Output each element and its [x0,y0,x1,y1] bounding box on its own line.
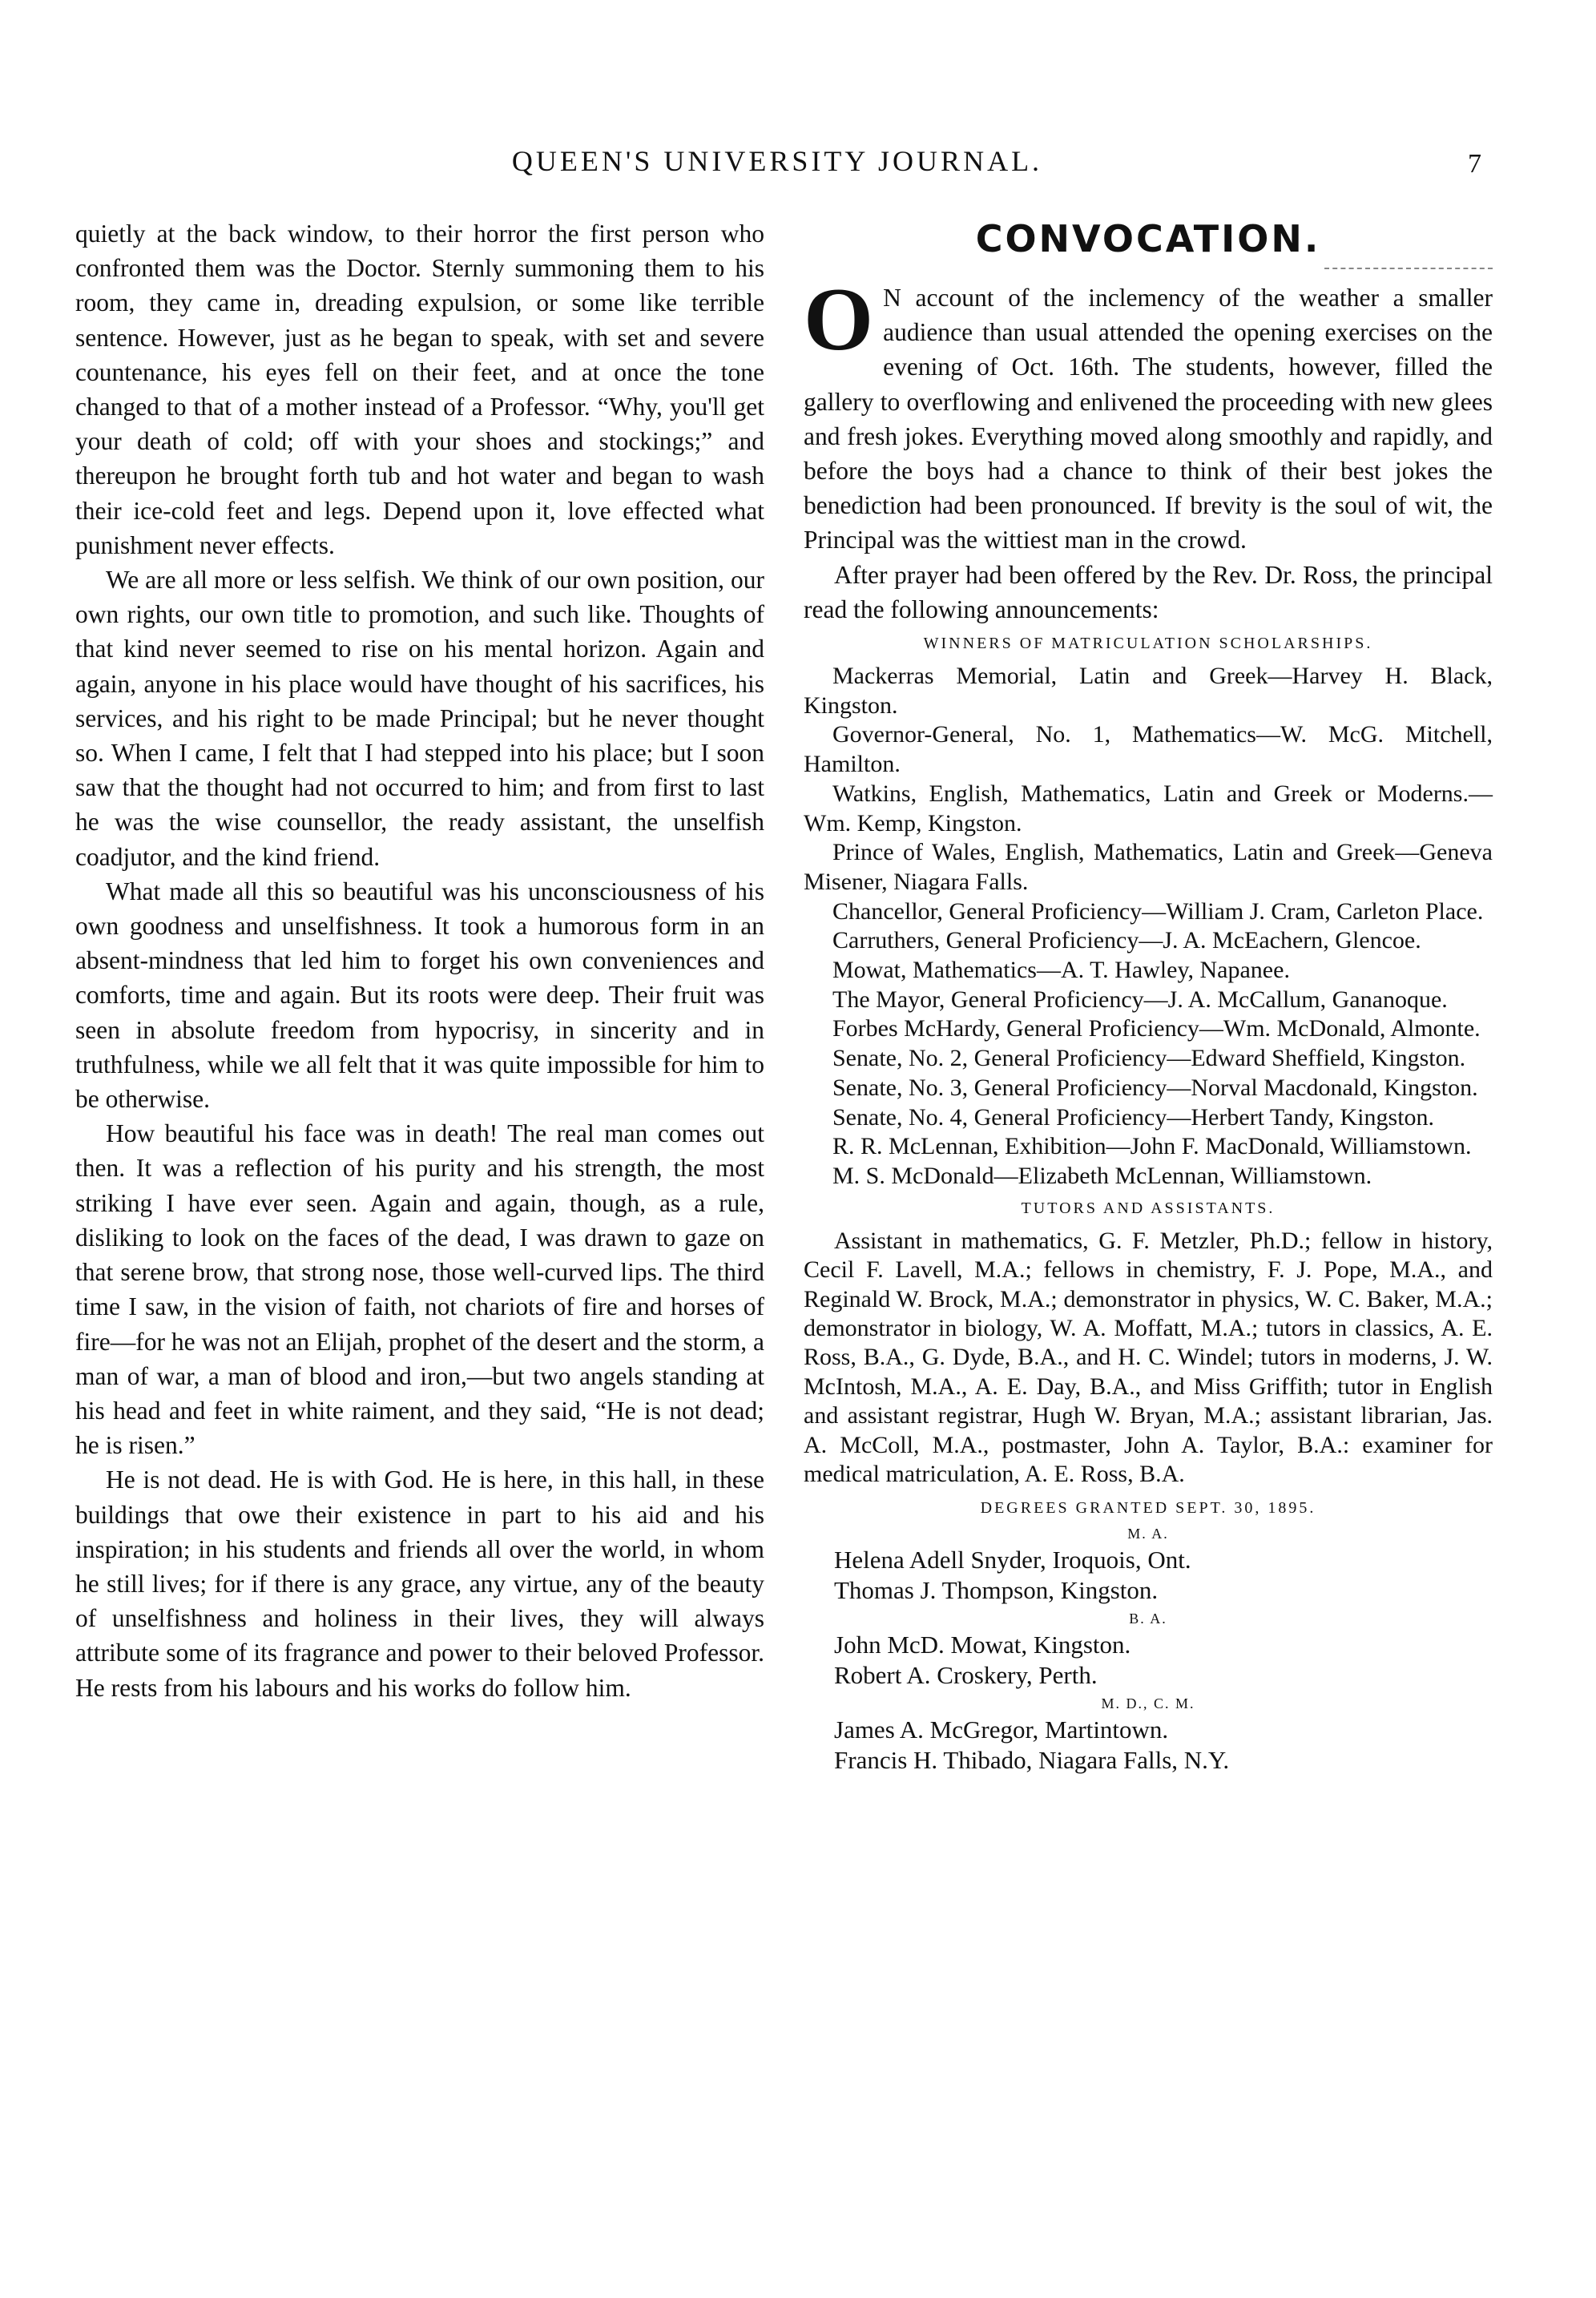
degree-label: M. D., C. M. [1101,1695,1195,1712]
paragraph: What made all this so beautiful was his unconsciousness of his own goodness and unselfishness. It took a humorous form in an absent-mindness that led him to forget his own conveniences and comforts, time and again. But its roots were deep. Their fruit was seen in absolute freedom from hypocrisy, in sincerity and in truthfulness, while we all felt that it was quite impossible for him to be otherwise. [75,877,764,1114]
intro-paragraph [804,270,1493,558]
list-item: Mowat, Mathematics—A. T. Hawley, Napanee. [832,957,1290,984]
drop-cap: O [804,270,874,369]
degree-recipient: Robert A. Croskery, Perth. [834,1661,1098,1690]
running-head: QUEEN'S UNIVERSITY JOURNAL. [511,145,1043,177]
list-item: Senate, No. 4, General Proficiency—Herbert Tandy, Kingston. [832,1103,1435,1131]
degree-recipient: John McD. Mowat, Kingston. [834,1631,1131,1659]
degree-recipient: Francis H. Thibado, Niagara Falls, N.Y. [834,1746,1230,1775]
list-item: M. S. McDonald—Elizabeth McLennan, Williamstown. [832,1162,1372,1189]
degree-recipient: Helena Adell Snyder, Iroquois, Ont. [834,1546,1191,1574]
intro-text: N account of the inclemency of the weather a smaller audience than usual attended the opening exercises on the evening of Oct. 16th. The students, however, filled the gallery to overflowing and enlivened the proceeding with new glees and fresh jokes. Everything moved along smoothly and rapidly, and before the boys had a chance to think of their best jokes the benediction had been pronounced. If brevity is the soul of wit, the Principal was the wittiest man in the crowd. [804,284,1493,554]
right-column [804,216,1493,1776]
list-item: Watkins, English, Mathematics, Latin and Greek or Moderns.—Wm. Kemp, Kingston. [804,780,1493,837]
page-number: 7 [1468,149,1481,179]
list-item: Governor-General, No. 1, Mathematics—W. McG. Mitchell, Hamilton. [804,721,1493,778]
list-item: Prince of Wales, English, Mathematics, Latin and Greek—Geneva Misener, Niagara Falls. [804,839,1493,895]
scholarships-heading: WINNERS OF MATRICULATION SCHOLARSHIPS. [923,635,1373,653]
left-column [75,216,764,1705]
tutors-block [804,1227,1493,1490]
section-title: CONVOCATION. [975,217,1321,260]
list-item: Forbes McHardy, General Proficiency—Wm. McDonald, Almonte. [832,1015,1481,1042]
list-item: The Mayor, General Proficiency—J. A. McCallum, Gananoque. [832,986,1448,1013]
list-item: Senate, No. 3, General Proficiency—Norval Macdonald, Kingston. [832,1074,1478,1101]
title-rule [1324,268,1493,269]
list-item: Senate, No. 2, General Proficiency—Edward Sheffield, Kingston. [832,1045,1466,1072]
tutors-heading: TUTORS AND ASSISTANTS. [1021,1199,1276,1217]
degree-label: B. A. [1129,1611,1167,1627]
tutors-paragraph: Assistant in mathematics, G. F. Metzler, Ph.D.; fellow in history, Cecil F. Lavell, M.A.; fellows in chemistry, F. J. Pope, M.A., and Reginald W. Brock, M.A.; demonstrator in physics, W. C. Baker, M.A.; demonstrator in biology, W. A. Moffatt, M.A.; tutors in classics, A. E. Ross, B.A., G. Dyde, B.A., and H. C. Windel; tutors in moderns, J. W. McIntosh, M.A., A. E. Day, B.A., and Miss Griffith; tutor in English and assistant registrar, Hugh W. Bryan, M.A.; assistant librarian, Jas. A. McColl, M.A., postmaster, John A. Taylor, B.A.: examiner for medical matriculation, A. E. Ross, B.A. [804,1227,1493,1487]
degree-label: M. A. [1127,1526,1169,1542]
list-item: Chancellor, General Proficiency—William J. Cram, Carleton Place. [832,897,1484,925]
degree-recipient: Thomas J. Thompson, Kingston. [834,1576,1159,1605]
paragraph: We are all more or less selfish. We think of our own position, our own rights, our own title to promotion, and such like. Thoughts of that kind never seemed to rise on his mental horizon. Again and again, anyone in his place would have thought of his sacrifices, his services, and his right to be made Principal; but he never thought so. When I came, I felt that I had stepped into his place; but I soon saw that the thought had not occurred to him; and from first to last he was the wise counsellor, the ready assistant, the unselfish coadjutor, and the kind friend. [75,566,764,871]
paragraph: quietly at the back window, to their horror the first person who confronted them was the Doctor. Sternly summoning them to his room, they came in, dreading expulsion, or some like terrible sentence. However, just as he began to speak, with set and severe countenance, his eyes fell on their feet, and at once the tone changed to that of a mother instead of a Professor. “Why, you'll get your death of cold; off with your shoes and stockings;” and thereupon he brought forth tub and hot water and began to wash their ice-cold feet and legs. Depend upon it, love effected what punishment never effects. [75,220,764,559]
degree-recipient: James A. McGregor, Martintown. [834,1715,1169,1744]
scholarship-list [804,662,1493,1191]
paragraph: How beautiful his face was in death! The real man comes out then. It was a reflection of his purity and his strength, the most striking I have ever seen. Again and again, though, as a rule, disliking to look on the faces of the dead, I was drawn to gaze on that serene brow, that strong nose, those well-curved lips. The third time I saw, in the vision of faith, not chariots of fire and horses of fire—for he was not an Elijah, prophet of the desert and the storm, a man of war, a man of blood and iron,—but two angels standing at his head and feet in white raiment, and they said, “He is not dead; he is risen.” [75,1119,764,1460]
paragraph: He is not dead. He is with God. He is here, in this hall, in these buildings that owe their existence in part to his aid and his inspiration; in his students and friends all over the world, in whom he still lives; for if there is any grace, any virtue, any of the beauty of unselfishness and holiness in their lives, they will always attribute some of its fragrance and power to their beloved Professor. He rests from his labours and his works do follow him. [75,1465,764,1702]
degrees-heading: DEGREES GRANTED SEPT. 30, 1895. [980,1499,1316,1518]
list-item: Carruthers, General Proficiency—J. A. McEachern, Glencoe. [832,927,1421,954]
list-item: R. R. McLennan, Exhibition—John F. MacDonald, Williamstown. [832,1133,1472,1160]
list-item: Mackerras Memorial, Latin and Greek—Harvey H. Black, Kingston. [804,663,1493,719]
paragraph: After prayer had been offered by the Rev. Dr. Ross, the principal read the following announcements: [804,560,1493,623]
